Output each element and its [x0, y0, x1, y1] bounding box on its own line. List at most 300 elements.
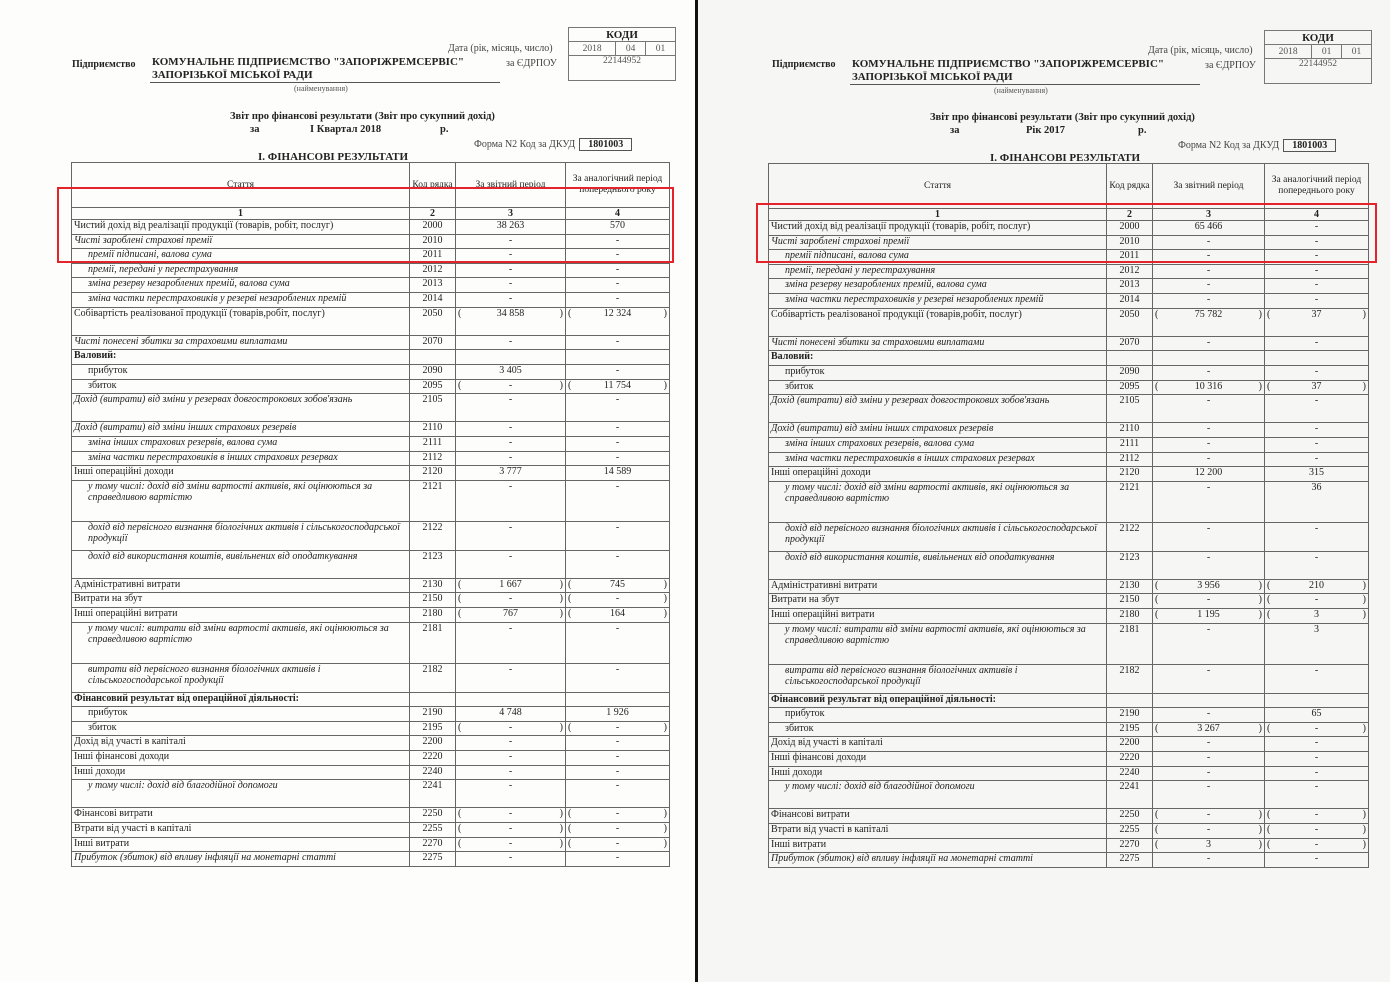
open-paren: (: [1267, 380, 1271, 392]
row-current-value: -: [1153, 279, 1265, 294]
table-row: [769, 279, 1369, 294]
row-code: 2250: [1107, 809, 1153, 824]
row-label: Інші витрати: [72, 837, 410, 852]
open-paren: (: [1155, 380, 1159, 392]
row-label: прибуток: [769, 365, 1107, 380]
open-paren: (: [1155, 609, 1159, 621]
table-row: [72, 422, 670, 437]
row-previous-value: -: [566, 522, 670, 550]
row-label: Дохід (витрати) від зміни у резервах довгострокових зобов'язань: [72, 394, 410, 422]
row-label: Собівартість реалізованої продукції (товарів,робіт, послуг): [769, 308, 1107, 336]
table-row: [72, 578, 670, 593]
row-label: Витрати на збут: [72, 593, 410, 608]
table-row: [769, 737, 1369, 752]
value: 34 858: [496, 307, 525, 319]
row-current-value: -: [456, 422, 566, 437]
table-row: [72, 837, 670, 852]
close-paren: ): [1258, 609, 1262, 621]
negative-value-wrapper: [1267, 839, 1366, 850]
report-title: Звіт про фінансові результати (Звіт про сукупний дохід): [230, 111, 495, 122]
value: -: [1314, 594, 1319, 606]
header-current: За звітний період: [456, 163, 566, 208]
value: -: [1206, 594, 1211, 606]
row-label: збиток: [769, 722, 1107, 737]
column-number: 3: [1153, 209, 1265, 221]
open-paren: (: [458, 837, 462, 849]
negative-value-wrapper: [458, 593, 563, 604]
value: -: [1206, 823, 1211, 835]
company-line-1: КОМУНАЛЬНЕ ПІДПРИЄМСТВО "ЗАПОРІЖРЕМСЕРВІС": [852, 58, 1165, 70]
row-label: у тому числі: дохід від зміни вартості активів, які оцінюються за справедливою вартістю: [72, 480, 410, 522]
row-label: Чисті зароблені страхові премії: [769, 235, 1107, 250]
value: -: [508, 837, 513, 849]
name-caption: (найменування): [994, 86, 1048, 95]
open-paren: (: [458, 608, 462, 620]
row-code: 2241: [1107, 781, 1153, 809]
table-row: [769, 308, 1369, 336]
table-row: [72, 335, 670, 350]
negative-value-wrapper: [568, 823, 667, 834]
negative-value-wrapper: [1155, 723, 1262, 734]
negative-value-wrapper: [1267, 809, 1366, 820]
row-label: премії підписані, валова сума: [72, 249, 410, 264]
column-number: 2: [1107, 209, 1153, 221]
row-code: 2150: [410, 593, 456, 608]
negative-value-wrapper: [568, 608, 667, 619]
row-current-value: -: [456, 751, 566, 766]
row-previous-value: -: [566, 436, 670, 451]
name-underline: [850, 84, 1200, 85]
row-current-value: [1153, 579, 1265, 594]
row-current-value: -: [456, 852, 566, 867]
close-paren: ): [559, 822, 563, 834]
row-current-value: -: [456, 550, 566, 578]
open-paren: (: [568, 721, 572, 733]
close-paren: ): [1362, 722, 1366, 734]
row-previous-value: -: [1265, 235, 1369, 250]
row-code: 2105: [410, 394, 456, 422]
row-previous-value: 570: [566, 220, 670, 235]
row-label: у тому числі: витрати від зміни вартості активів, які оцінюються за справедливою вартістю: [72, 622, 410, 664]
row-code: 2220: [410, 751, 456, 766]
date-year: 2018: [1265, 45, 1312, 59]
value: 37: [1311, 380, 1322, 392]
row-current-value: -: [456, 522, 566, 550]
codes-header: КОДИ: [1265, 31, 1372, 45]
row-current-value: -: [1153, 452, 1265, 467]
row-previous-value: [566, 692, 670, 707]
negative-value-wrapper: [458, 308, 563, 319]
row-code: 2070: [410, 335, 456, 350]
row-previous-value: [566, 721, 670, 736]
row-current-value: -: [1153, 250, 1265, 265]
row-code: 2250: [410, 808, 456, 823]
row-previous-value: -: [566, 852, 670, 867]
row-code: 2011: [1107, 250, 1153, 265]
row-code: 2270: [410, 837, 456, 852]
row-current-value: -: [456, 780, 566, 808]
row-label: Інші доходи: [72, 765, 410, 780]
row-code: 2123: [1107, 551, 1153, 579]
table-row: [769, 579, 1369, 594]
row-previous-value: [1265, 838, 1369, 853]
row-previous-value: -: [566, 480, 670, 522]
value: -: [508, 721, 513, 733]
table-row: [769, 380, 1369, 395]
company-line-2: ЗАПОРІЗЬКОЇ МІСЬКОЇ РАДИ: [152, 69, 313, 81]
table-row: [72, 608, 670, 623]
table-row: [72, 451, 670, 466]
row-code: 2013: [1107, 279, 1153, 294]
table-row: [72, 721, 670, 736]
close-paren: ): [1258, 722, 1262, 734]
negative-value-wrapper: [568, 579, 667, 590]
value: -: [1314, 838, 1319, 850]
row-label: Чисті понесені збитки за страховими виплатами: [769, 336, 1107, 351]
negative-value-wrapper: [1267, 594, 1366, 605]
value: 164: [610, 608, 625, 620]
row-previous-value: [1265, 308, 1369, 336]
table-row: [769, 293, 1369, 308]
table-row: [769, 623, 1369, 665]
table-row: [72, 852, 670, 867]
open-paren: (: [1267, 609, 1271, 621]
row-current-value: [1153, 380, 1265, 395]
value: -: [1314, 722, 1319, 734]
row-current-value: -: [456, 664, 566, 692]
row-previous-value: -: [566, 249, 670, 264]
form-code: 1801003: [1283, 139, 1336, 152]
table-row: [72, 780, 670, 808]
close-paren: ): [1362, 838, 1366, 850]
open-paren: (: [458, 822, 462, 834]
column-number: 1: [72, 208, 410, 220]
table-row: [769, 838, 1369, 853]
row-code: 2050: [1107, 308, 1153, 336]
row-label: Дохід (витрати) від зміни інших страхових резервів: [769, 423, 1107, 438]
close-paren: ): [663, 307, 667, 319]
row-code: 2275: [410, 852, 456, 867]
negative-value-wrapper: [458, 579, 563, 590]
row-current-value: -: [1153, 293, 1265, 308]
row-code: 2130: [1107, 579, 1153, 594]
row-label: Витрати на збут: [769, 594, 1107, 609]
negative-value-wrapper: [1267, 609, 1366, 620]
date-label: Дата (рік, місяць, число): [448, 43, 553, 54]
row-label: Чисті зароблені страхові премії: [72, 234, 410, 249]
header-previous: За аналогічний період попереднього року: [1265, 164, 1369, 209]
value: 767: [503, 608, 518, 620]
negative-value-wrapper: [1155, 824, 1262, 835]
row-code: 2130: [410, 578, 456, 593]
report-r: р.: [1138, 125, 1147, 136]
highlight-box: [756, 203, 1377, 263]
row-current-value: -: [1153, 437, 1265, 452]
company-line-1: КОМУНАЛЬНЕ ПІДПРИЄМСТВО "ЗАПОРІЖРЕМСЕРВІС": [152, 56, 465, 68]
row-current-value: [456, 350, 566, 365]
report-period: I Квартал 2018: [310, 124, 382, 135]
negative-value-wrapper: [568, 593, 667, 604]
table-row: [72, 593, 670, 608]
row-current-value: [1153, 693, 1265, 708]
value: -: [615, 837, 620, 849]
row-current-value: -: [1153, 752, 1265, 767]
row-previous-value: -: [566, 751, 670, 766]
table-row: [769, 766, 1369, 781]
row-label: зміна резерву незароблених премій, валова сума: [72, 278, 410, 293]
row-previous-value: -: [1265, 551, 1369, 579]
row-label: Фінансові витрати: [72, 808, 410, 823]
negative-value-wrapper: [568, 838, 667, 849]
row-previous-value: -: [566, 664, 670, 692]
row-code: 2095: [1107, 380, 1153, 395]
close-paren: ): [559, 379, 563, 391]
row-current-value: [456, 822, 566, 837]
value: 12 324: [603, 307, 632, 319]
row-previous-value: -: [566, 422, 670, 437]
close-paren: ): [1258, 594, 1262, 606]
row-code: [410, 350, 456, 365]
table-row: [72, 765, 670, 780]
table-row: [72, 436, 670, 451]
open-paren: (: [1155, 838, 1159, 850]
row-previous-value: -: [566, 292, 670, 307]
negative-value-wrapper: [568, 808, 667, 819]
value: -: [615, 822, 620, 834]
table-row: [72, 692, 670, 707]
row-label: премії підписані, валова сума: [769, 250, 1107, 265]
value: -: [508, 379, 513, 391]
row-label: витрати від первісного визнання біологічних активів і сільськогосподарської продукції: [72, 664, 410, 692]
header-row: [769, 164, 1369, 209]
row-previous-value: 3: [1265, 623, 1369, 665]
row-current-value: -: [1153, 708, 1265, 723]
row-label: Валовий:: [72, 350, 410, 365]
header-code: Код рядка: [1107, 164, 1153, 209]
row-current-value: 12 200: [1153, 467, 1265, 482]
open-paren: (: [568, 608, 572, 620]
row-current-value: 3 777: [456, 466, 566, 481]
row-current-value: [1153, 609, 1265, 624]
negative-value-wrapper: [1155, 839, 1262, 850]
close-paren: ): [663, 721, 667, 733]
row-label: Інші операційні доходи: [72, 466, 410, 481]
row-code: 2200: [1107, 737, 1153, 752]
edrpou-label: за ЄДРПОУ: [1205, 60, 1256, 71]
row-code: 2110: [1107, 423, 1153, 438]
value: -: [508, 593, 513, 605]
negative-value-wrapper: [1267, 381, 1366, 392]
row-label: зміна частки перестраховиків у резерві незароблених премій: [72, 292, 410, 307]
value: 10 316: [1194, 380, 1223, 392]
table-row: [769, 708, 1369, 723]
form-label: Форма N2 Код за ДКУД: [474, 139, 576, 150]
date-month: 01: [1312, 45, 1342, 59]
row-code: [410, 692, 456, 707]
header-previous: За аналогічний період попереднього року: [566, 163, 670, 208]
edrpou-label: за ЄДРПОУ: [506, 58, 557, 69]
table-row: [72, 350, 670, 365]
row-label: Чистий дохід від реалізації продукції (товарів, робіт, послуг): [72, 220, 410, 235]
row-code: 2011: [410, 249, 456, 264]
row-current-value: -: [456, 765, 566, 780]
row-label: у тому числі: дохід від благодійної допомоги: [72, 780, 410, 808]
row-code: 2105: [1107, 395, 1153, 423]
value: -: [508, 822, 513, 834]
table-row: [769, 423, 1369, 438]
row-current-value: -: [1153, 665, 1265, 693]
row-current-value: [456, 692, 566, 707]
table-row: [769, 609, 1369, 624]
row-current-value: -: [1153, 523, 1265, 551]
row-label: зміна резерву незароблених премій, валова сума: [769, 279, 1107, 294]
close-paren: ): [1258, 380, 1262, 392]
negative-value-wrapper: [1155, 309, 1262, 320]
table-row: [72, 263, 670, 278]
row-current-value: -: [1153, 423, 1265, 438]
negative-value-wrapper: [1155, 381, 1262, 392]
table-row: [72, 522, 670, 550]
open-paren: (: [1267, 308, 1271, 320]
row-current-value: 65 466: [1153, 221, 1265, 236]
row-current-value: [1153, 351, 1265, 366]
report-period: Рік 2017: [1026, 125, 1066, 136]
row-code: 2122: [410, 522, 456, 550]
row-label: Чисті понесені збитки за страховими виплатами: [72, 335, 410, 350]
row-current-value: -: [1153, 235, 1265, 250]
row-code: 2121: [1107, 481, 1153, 523]
row-code: 2181: [1107, 623, 1153, 665]
name-caption: (найменування): [294, 84, 348, 93]
row-label: Інші витрати: [769, 838, 1107, 853]
header-code: Код рядка: [410, 163, 456, 208]
row-current-value: -: [1153, 623, 1265, 665]
row-current-value: -: [1153, 853, 1265, 868]
row-code: [1107, 351, 1153, 366]
open-paren: (: [1267, 722, 1271, 734]
row-label: дохід від використання коштів, вивільнених від оподаткування: [769, 551, 1107, 579]
negative-value-wrapper: [458, 380, 563, 391]
close-paren: ): [559, 578, 563, 590]
open-paren: (: [1155, 579, 1159, 591]
row-previous-value: -: [1265, 423, 1369, 438]
row-code: 2190: [1107, 708, 1153, 723]
row-current-value: [456, 578, 566, 593]
document-page-2017: [698, 0, 1390, 982]
row-previous-value: -: [1265, 781, 1369, 809]
date-month: 04: [616, 42, 646, 56]
value: 745: [610, 578, 625, 590]
row-previous-value: [566, 837, 670, 852]
date-day: 01: [646, 42, 676, 56]
row-previous-value: -: [1265, 523, 1369, 551]
date-year: 2018: [569, 42, 616, 56]
row-current-value: [456, 808, 566, 823]
negative-value-wrapper: [1267, 723, 1366, 734]
form-code: 1801003: [579, 138, 632, 151]
row-label: Дохід від участі в капіталі: [769, 737, 1107, 752]
row-previous-value: [1265, 380, 1369, 395]
open-paren: (: [458, 593, 462, 605]
row-code: 2123: [410, 550, 456, 578]
row-previous-value: [1265, 594, 1369, 609]
row-current-value: [1153, 823, 1265, 838]
row-previous-value: 14 589: [566, 466, 670, 481]
row-label: Інші операційні витрати: [769, 609, 1107, 624]
row-code: 2121: [410, 480, 456, 522]
negative-value-wrapper: [458, 838, 563, 849]
value: 3 956: [1197, 579, 1220, 591]
open-paren: (: [1267, 579, 1271, 591]
row-current-value: -: [456, 234, 566, 249]
company-name: [852, 58, 1164, 84]
open-paren: (: [458, 808, 462, 820]
row-previous-value: [1265, 823, 1369, 838]
value: 210: [1309, 579, 1324, 591]
row-previous-value: -: [566, 780, 670, 808]
row-label: дохід від первісного визнання біологічних активів і сільськогосподарської продукції: [72, 522, 410, 550]
close-paren: ): [1362, 609, 1366, 621]
close-paren: ): [1258, 579, 1262, 591]
row-current-value: [1153, 308, 1265, 336]
row-previous-value: -: [566, 736, 670, 751]
row-code: 2090: [1107, 365, 1153, 380]
row-previous-value: [566, 808, 670, 823]
row-current-value: -: [1153, 365, 1265, 380]
row-current-value: -: [456, 292, 566, 307]
row-label: Фінансові витрати: [769, 809, 1107, 824]
row-label: зміна інших страхових резервів, валова сума: [769, 437, 1107, 452]
row-current-value: -: [456, 451, 566, 466]
row-current-value: -: [1153, 551, 1265, 579]
negative-value-wrapper: [458, 722, 563, 733]
row-label: Втрати від участі в капіталі: [72, 822, 410, 837]
row-label: Інші фінансові доходи: [72, 751, 410, 766]
row-code: 2112: [410, 451, 456, 466]
open-paren: (: [1267, 823, 1271, 835]
row-current-value: -: [1153, 481, 1265, 523]
row-previous-value: -: [566, 394, 670, 422]
row-code: 2270: [1107, 838, 1153, 853]
close-paren: ): [1362, 308, 1366, 320]
row-label: прибуток: [72, 707, 410, 722]
row-previous-value: -: [1265, 293, 1369, 308]
row-code: [1107, 693, 1153, 708]
row-code: 2111: [1107, 437, 1153, 452]
row-previous-value: [566, 578, 670, 593]
value: 3: [1314, 609, 1319, 621]
row-current-value: [456, 593, 566, 608]
open-paren: (: [1267, 594, 1271, 606]
table-row: [769, 823, 1369, 838]
table-row: [769, 264, 1369, 279]
table-row: [769, 752, 1369, 767]
row-label: Дохід від участі в капіталі: [72, 736, 410, 751]
row-previous-value: -: [1265, 853, 1369, 868]
negative-value-wrapper: [1267, 580, 1366, 591]
column-number: 2: [410, 208, 456, 220]
date-day: 01: [1342, 45, 1372, 59]
row-label: Чистий дохід від реалізації продукції (товарів, робіт, послуг): [769, 221, 1107, 236]
row-code: 2010: [410, 234, 456, 249]
open-paren: (: [1155, 809, 1159, 821]
row-code: 2180: [410, 608, 456, 623]
negative-value-wrapper: [1155, 609, 1262, 620]
row-current-value: -: [456, 249, 566, 264]
row-label: зміна інших страхових резервів, валова сума: [72, 436, 410, 451]
value: 75 782: [1194, 308, 1223, 320]
row-label: дохід від використання коштів, вивільнених від оподаткування: [72, 550, 410, 578]
